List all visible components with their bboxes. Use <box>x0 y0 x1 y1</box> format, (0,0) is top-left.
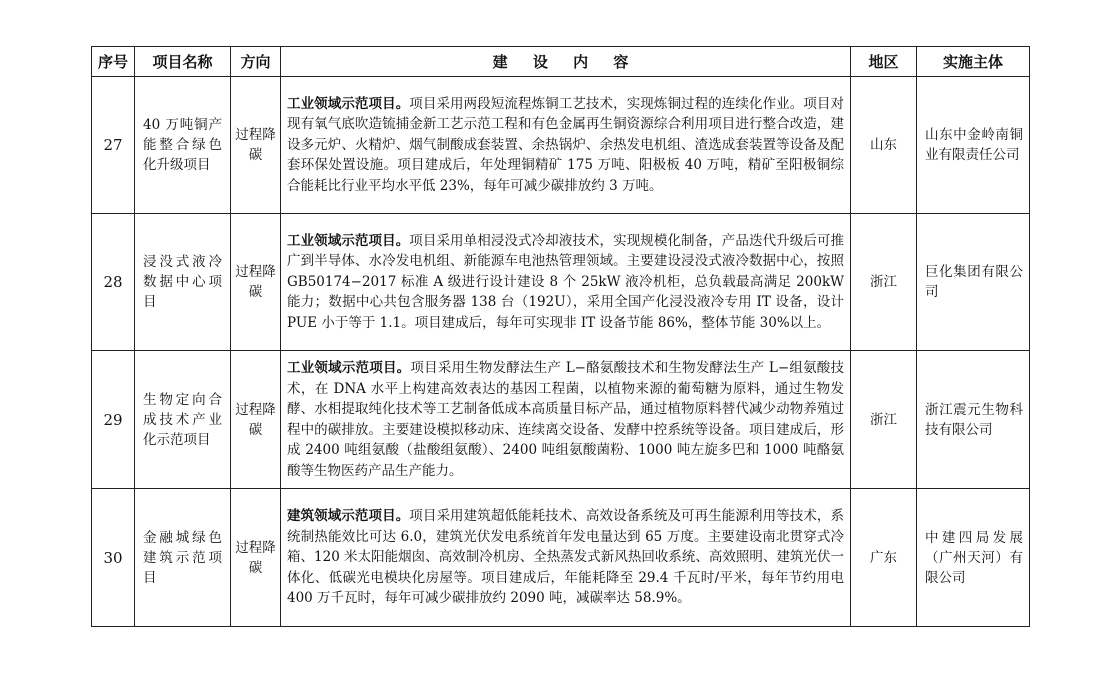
row-entity: 中建四局发展（广州天河）有限公司 <box>917 489 1030 627</box>
row-content <box>281 214 851 351</box>
table-row <box>92 351 1030 489</box>
row-entity: 浙江震元生物科技有限公司 <box>917 351 1030 489</box>
table-row <box>92 489 1030 627</box>
row-content <box>281 351 851 489</box>
row-direction: 过程降碳 <box>231 489 281 627</box>
row-region: 浙江 <box>851 214 917 351</box>
row-seq: 27 <box>92 77 135 214</box>
row-region: 浙江 <box>851 351 917 489</box>
row-content-tag: 工业领域示范项目。 <box>287 232 410 249</box>
header-project-name: 项目名称 <box>135 47 231 77</box>
row-seq: 28 <box>92 214 135 351</box>
header-region: 地区 <box>851 47 917 77</box>
row-content-text: 项目采用生物发酵法生产 L−酪氨酸技术和生物发酵法生产 L−组氨酸技术，在 DNA 水平上构建高效表达的基因工程菌，以植物来源的葡萄糖为原料，通过生物发酵、水相提取纯化技术等工艺制备低成本高质量目标产品，通过植物原料替代减少动物养殖过程中的碳排放。主要建设模拟移动床、连续离交设备、发酵中控系统等设备。项目建成后，形成 2400 吨组氨酸（盐酸组氨酸）、2400 吨组氨酸菌粉、1000 吨左旋多巴和 1000 吨酪氨酸等生物医药产品生产能力。 <box>287 360 845 479</box>
header-content: 建 设 内 容 <box>281 47 851 77</box>
row-project-name: 生物定向合成技术产业化示范项目 <box>135 351 231 489</box>
projects-table <box>91 46 1030 627</box>
row-direction: 过程降碳 <box>231 77 281 214</box>
row-direction: 过程降碳 <box>231 214 281 351</box>
row-project-name: 40 万吨铜产能整合绿色化升级项目 <box>135 77 231 214</box>
row-content-text: 项目采用两段短流程炼铜工艺技术，实现炼铜过程的连续化作业。项目对现有氧气底吹造锍捕金新工艺示范工程和有色金属再生铜资源综合利用项目进行整合改造，建设多元炉、火精炉、烟气制酸成套装置、余热锅炉、余热发电机组、渣选成套装置等设备及配套环保处置设施。项目建成后，年处理铜精矿 175 万吨、阳极板 40 万吨，精矿至阳极铜综合能耗比行业平均水平低 23%，每年可减少碳排放约 3 万吨。 <box>287 95 845 194</box>
row-content-text: 项目采用单相浸没式冷却液技术，实现规模化制备，产品迭代升级后可推广到半导体、水冷发电机组、新能源车电池热管理领域。主要建设浸没式液冷数据中心，按照 GB50174−2017 标准 A 级进行设计建设 8 个 25kW 液冷机柜，总负载最高满足 200kW 能力；数据中心共包含服务器 138 台（192U），采用全国产化浸没液冷专用 IT 设备，设计 PUE 小于等于 1.1。项目建成后，每年可实现非 IT 设备节能 86%，整体节能 30%以上。 <box>287 232 845 331</box>
row-content-tag: 建筑领域示范项目。 <box>287 508 410 525</box>
table-header-row <box>92 47 1030 77</box>
header-entity: 实施主体 <box>917 47 1030 77</box>
row-project-name: 浸没式液冷数据中心项目 <box>135 214 231 351</box>
row-region: 山东 <box>851 77 917 214</box>
row-entity: 巨化集团有限公司 <box>917 214 1030 351</box>
header-seq: 序号 <box>92 47 135 77</box>
row-seq: 30 <box>92 489 135 627</box>
table-row <box>92 77 1030 214</box>
header-direction: 方向 <box>231 47 281 77</box>
row-direction: 过程降碳 <box>231 351 281 489</box>
table-row <box>92 214 1030 351</box>
row-content-tag: 工业领域示范项目。 <box>287 95 410 112</box>
row-seq: 29 <box>92 351 135 489</box>
row-region: 广东 <box>851 489 917 627</box>
row-entity: 山东中金岭南铜业有限责任公司 <box>917 77 1030 214</box>
row-content-tag: 工业领域示范项目。 <box>287 360 411 376</box>
row-project-name: 金融城绿色建筑示范项目 <box>135 489 231 627</box>
row-content <box>281 489 851 627</box>
row-content <box>281 77 851 214</box>
row-content-text: 项目采用建筑超低能耗技术、高效设备系统及可再生能源利用等技术，系统制热能效比可达 6.0，建筑光伏发电系统首年发电量达到 65 万度。主要建设南北贯穿式冷箱、120 米太阳能烟囱、高效制冷机房、全热蒸发式新风热回收系统、高效照明、建筑光伏一体化、低碳光电模块化房屋等。项目建成后，年能耗降至 29.4 千瓦时/平米，每年节约用电 400 万千瓦时，每年可减少碳排放约 2090 吨，减碳率达 58.9%。 <box>287 508 845 607</box>
